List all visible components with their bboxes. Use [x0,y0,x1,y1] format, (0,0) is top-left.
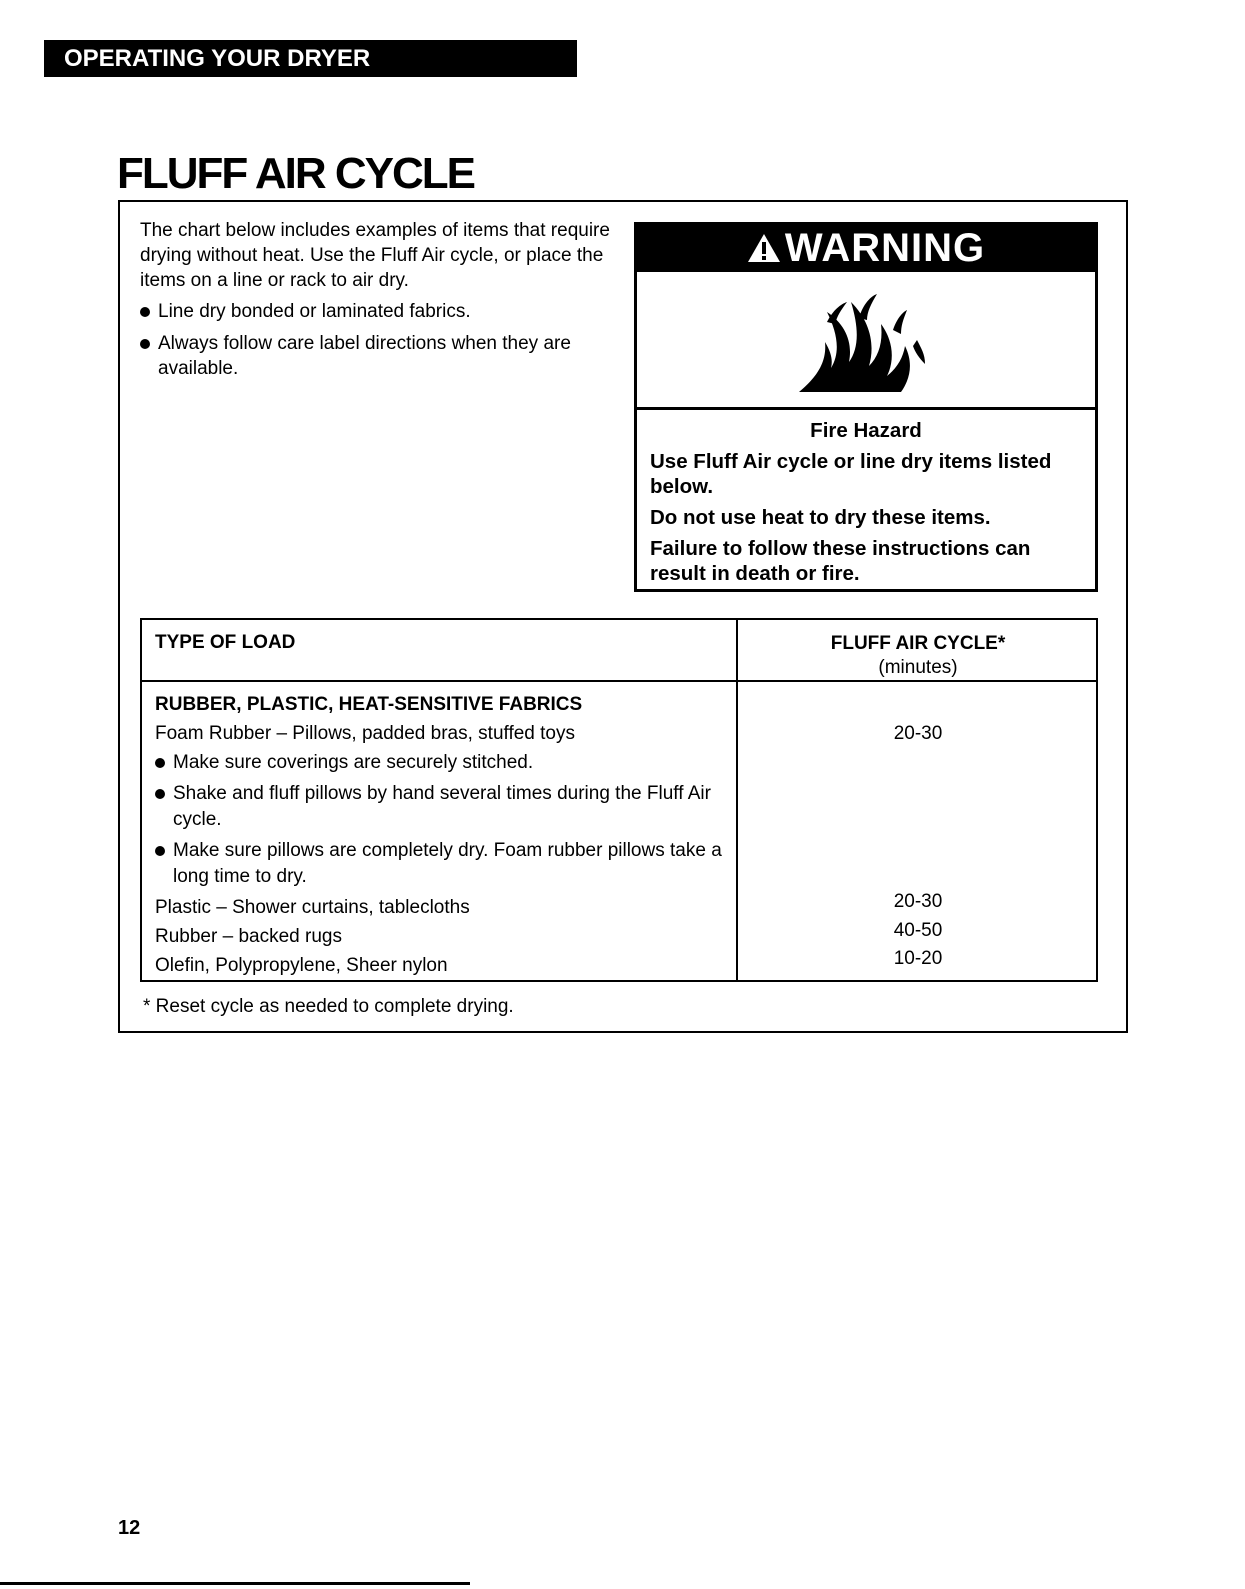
table-cell-time: 20-30 [893,891,943,912]
warning-body [637,410,1095,586]
page-title: FLUFF AIR CYCLE [117,149,474,198]
table-cell-time: 40-50 [893,920,943,941]
table-body [155,692,730,982]
list-item [140,299,610,324]
table-row-item: Foam Rubber – Pillows, padded bras, stuffed toys [155,723,575,744]
warning-line: Failure to follow these instructions can result in death or fire. [650,537,1031,585]
bullet-icon [155,758,165,768]
table-row-item: Plastic – Shower curtains, tablecloths [155,897,470,918]
intro-text [140,218,610,388]
bullet-icon [155,846,165,856]
column-header-load: TYPE OF LOAD [155,632,296,653]
list-item [155,838,730,890]
list-item [155,750,730,776]
table-header-divider [142,680,1096,682]
column-header-cycle-unit: (minutes) [878,657,958,678]
note-text: Make sure pillows are completely dry. Foam rubber pillows take a long time to dry. [173,840,722,887]
bullet-icon [155,789,165,799]
list-item [140,331,610,381]
warning-heading-text: WARNING [784,226,986,270]
section-header-bar: OPERATING YOUR DRYER [44,40,577,77]
warning-line: Do not use heat to dry these items. [650,506,991,529]
table-cell-time: 10-20 [893,948,943,969]
note-text: Shake and fluff pillows by hand several times during the Fluff Air cycle. [173,783,711,830]
warning-line: Use Fluff Air cycle or line dry items listed below. [650,450,1052,498]
list-item [155,781,730,833]
intro-bullets [140,299,610,381]
column-header-cycle-title: FLUFF AIR CYCLE* [830,633,1006,654]
load-table [140,618,1098,982]
bottom-rule [0,1582,470,1585]
bullet-text: Line dry bonded or laminated fabrics. [158,301,471,322]
table-cell-time: 20-30 [893,723,943,744]
column-header-cycle [738,632,1098,680]
bullet-icon [140,307,150,317]
footnote: * Reset cycle as needed to complete drying. [143,996,514,1017]
note-text: Make sure coverings are securely stitched. [173,752,534,773]
bullet-icon [140,339,150,349]
intro-paragraph: The chart below includes examples of items that require drying without heat. Use the Fluff Air cycle, or place the items on a line or rack to air dry. [140,220,610,291]
warning-triangle-icon [747,227,781,274]
table-row-item: Rubber – backed rugs [155,926,342,947]
warning-icon-area [637,272,1095,410]
category-heading: RUBBER, PLASTIC, HEAT-SENSITIVE FABRICS [155,694,583,715]
fire-icon [797,282,947,397]
warning-box [634,222,1098,592]
page-number: 12 [118,1517,141,1539]
hazard-title: Fire Hazard [810,419,922,442]
warning-heading [637,225,1095,272]
table-row-item: Olefin, Polypropylene, Sheer nylon [155,955,448,976]
bullet-text: Always follow care label directions when they are available. [158,333,571,379]
